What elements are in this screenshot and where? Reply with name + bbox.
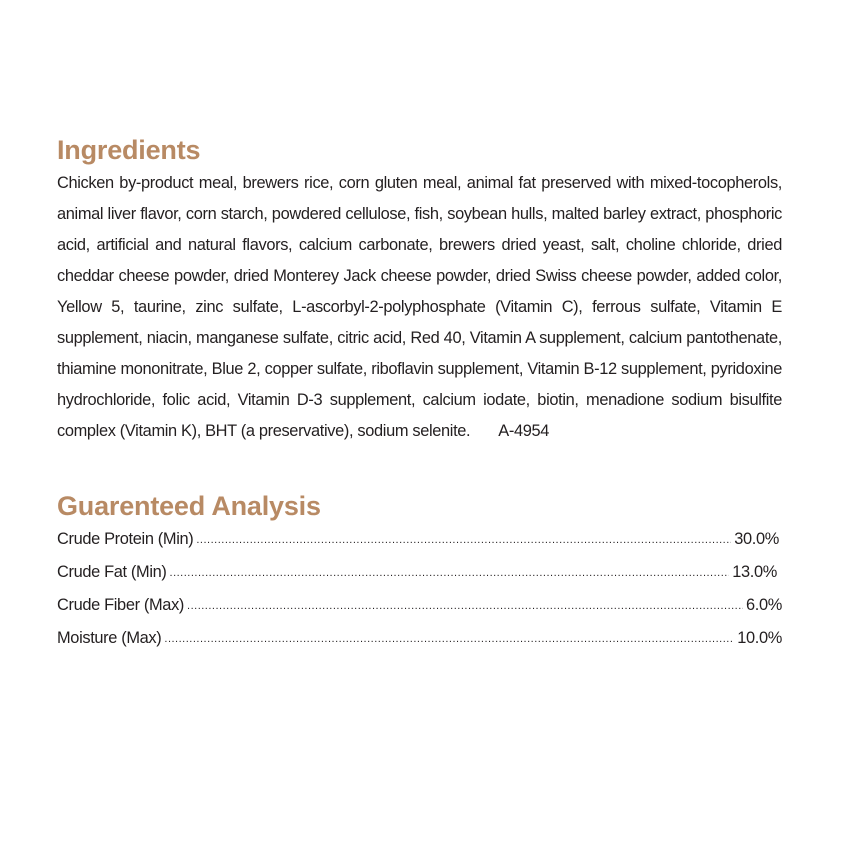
analysis-label: Moisture (Max) (57, 629, 162, 647)
dot-leader (187, 591, 743, 622)
analysis-row-crude-protein (57, 524, 779, 557)
product-code: A-4954 (498, 422, 550, 440)
analysis-row-moisture (57, 623, 782, 656)
analysis-row-crude-fat (57, 557, 777, 590)
analysis-row-crude-fiber (57, 590, 782, 623)
label-panel (57, 132, 782, 656)
analysis-value: 6.0% (746, 596, 782, 614)
analysis-value: 10.0% (737, 629, 782, 647)
analysis-value: 13.0% (732, 563, 777, 581)
analysis-label: Crude Protein (Min) (57, 530, 194, 548)
analysis-label: Crude Fiber (Max) (57, 596, 185, 614)
ingredients-list: Chicken by-product meal, brewers rice, corn gluten meal, animal fat preserved with mixed-tocopherols, animal liver flavor, corn starch, powdered cellulose, fish, soybean hulls, malted barley extract, phosphoric acid, artificial and natural flavors, calcium carbonate, brewers dried yeast, salt, choline chloride, dried cheddar cheese powder, dried Monterey Jack cheese powder, dried Swiss cheese powder, added color, Yellow 5, taurine, zinc sulfate, L-ascorbyl-2-polyphosphate (Vitamin C), ferrous sulfate, Vitamin E supplement, niacin, manganese sulfate, citric acid, Red 40, Vitamin A supplement, calcium pantothenate, thiamine mononitrate, Blue 2, copper sulfate, riboflavin supplement, Vitamin B-12 supplement, pyridoxine hydrochloride, folic acid, Vitamin D-3 supplement, calcium iodate, biotin, menadione sodium bisulfite complex (Vitamin K), BHT (a preservative), sodium selenite. (57, 174, 782, 440)
dot-leader (170, 558, 730, 589)
ingredients-heading: Ingredients (57, 135, 201, 165)
dot-leader (164, 624, 734, 655)
guaranteed-analysis-list (57, 524, 782, 656)
analysis-value: 30.0% (734, 530, 779, 548)
dot-leader (196, 525, 731, 556)
analysis-label: Crude Fat (Min) (57, 563, 167, 581)
guaranteed-analysis-heading: Guarenteed Analysis (57, 491, 321, 521)
ingredients-text (57, 168, 782, 447)
